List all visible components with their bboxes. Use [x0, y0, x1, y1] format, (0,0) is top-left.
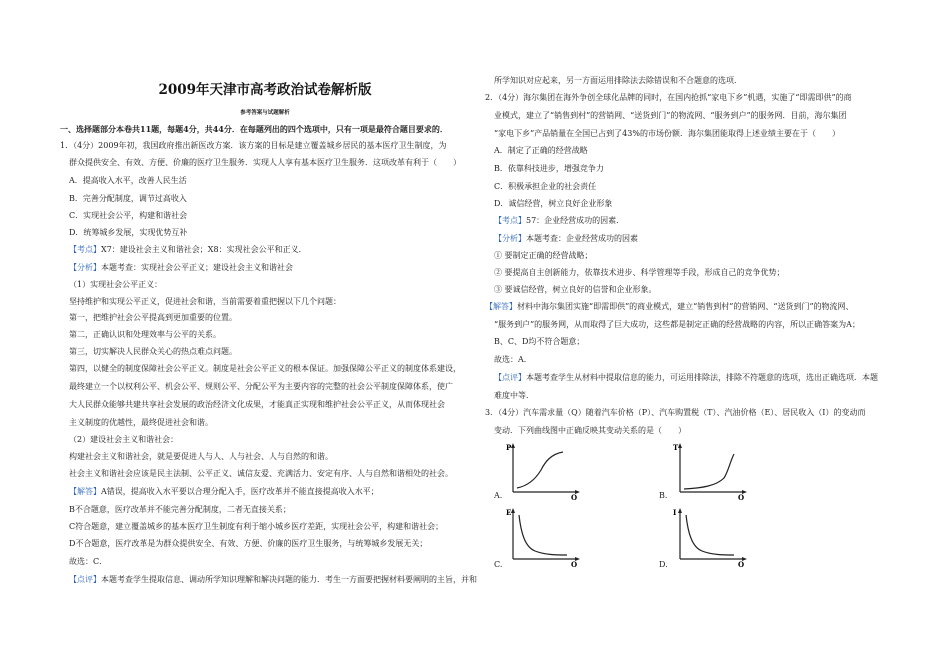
text-line [69, 575, 477, 585]
text-line [69, 400, 445, 410]
line-text: “服务到户”的服务网，从而取得了巨大成功，这些都是制定正确的经营战略的内容，所以正确答案为A； [494, 320, 860, 329]
text-line [69, 522, 443, 532]
line-text: D．统筹城乡发展，实现优势互补 [69, 228, 188, 237]
text-line [485, 408, 865, 418]
line-text: 故选：A． [494, 355, 532, 364]
graph-c-y-label: E [506, 508, 512, 517]
section-tag: 【分析】 [494, 234, 526, 243]
text-line [69, 435, 178, 445]
line-text: 业模式，建立了“销售到村”的营销网、“送货到门”的物流网、“服务到户”的服务网．目前，海尔集团 [494, 111, 847, 120]
section-tag: 【分析】 [69, 263, 101, 272]
text-line [494, 182, 596, 192]
line-text: 1．（4分）2009年初，我国政府推出新医改方案．该方案的目标是建立覆盖城乡居民的基本医疗卫生制度，为 [60, 141, 447, 150]
text-line [494, 129, 840, 139]
section-tag: 【解答】 [69, 487, 101, 496]
line-text: D不合题意，医疗改革是为群众提供安全、有效、方便、价廉的医疗卫生服务，与统筹城乡发展无关； [69, 539, 428, 548]
line-text: 故选：C． [69, 557, 108, 566]
line-text: 群众提供安全、有效、方便、价廉的医疗卫生服务．实现人人享有基本医疗卫生服务．这项改革有利于（ ） [69, 158, 461, 167]
line-text: 坚持维护和实现公平正义，促进社会和谐，当前需要着重把握以下几个问题： [69, 297, 341, 306]
line-text: 第一，把维护社会公平提高到更加重要的位置。 [69, 313, 237, 322]
line-text: C．积极承担企业的社会责任 [494, 182, 597, 191]
section-tag: 【点评】 [494, 373, 526, 382]
text-line [69, 313, 237, 323]
text-line [485, 93, 852, 103]
line-text: B不合题意，医疗改革并不能完善分配制度，二者无直接关系； [69, 505, 291, 514]
line-text: 2．（4分）海尔集团在海外争创全球化品牌的同时，在国内抢抓“家电下乡”机遇，实施了“即需即供”的商 [485, 93, 852, 102]
section-tag: 【点评】 [69, 575, 101, 584]
text-line [69, 469, 453, 479]
graph-a-x-label: Q [571, 493, 578, 500]
text-line [494, 426, 686, 436]
text-line [69, 194, 187, 204]
text-line [494, 337, 584, 347]
section-tag: 【考点】 [69, 245, 101, 254]
text-line [60, 141, 447, 151]
text-line [494, 216, 624, 226]
line-text: 变动．下列曲线图中正确反映其变动关系的是（ ） [494, 426, 686, 435]
text-line [69, 557, 107, 567]
line-text: 本题考查学生从材料中提取信息的能力，可运用排除法，排除不符题意的选项，选出正确选项．本题 [526, 373, 878, 382]
text-line [60, 124, 448, 134]
line-text: 大人民群众能够共建共享社会发展的政治经济文化成果，才能真正实现和维护社会公平正义，从而体现社会 [69, 400, 445, 409]
text-line [494, 146, 588, 156]
line-text: 主义制度的优越性，最终促进社会和谐。 [69, 418, 213, 427]
option-c-label: C. [494, 560, 503, 569]
line-text: 3．（4分）汽车需求量（Q）随着汽车价格（P）、汽车购置税（T）、汽油价格（E）、居民收入（I）的变动而 [485, 408, 866, 417]
text-line [494, 234, 638, 244]
line-text: A．提高收入水平，改善人民生活 [69, 176, 187, 185]
text-line [69, 487, 379, 497]
line-text: A．制定了正确的经营战略 [494, 146, 588, 155]
section-tag: 【解答】 [485, 302, 517, 311]
line-text: C．实现社会公平，构建和谐社会 [69, 211, 188, 220]
line-text: ③ 要诚信经营，树立良好的信誉和企业形象。 [494, 285, 657, 294]
text-line [494, 268, 785, 278]
text-line [69, 539, 427, 549]
text-line [69, 297, 341, 307]
text-line [69, 176, 187, 186]
line-text: ① 要制定正确的经营战略； [494, 251, 593, 260]
line-text: （1）实现社会公平正义： [69, 280, 163, 289]
text-line [485, 302, 854, 312]
graph-a-y-label: P [506, 443, 512, 452]
graph-d-curve [686, 515, 734, 555]
text-line [494, 164, 604, 174]
graph-d-x-label: Q [738, 560, 745, 567]
option-b-label: B. [659, 491, 668, 500]
text-line [494, 373, 878, 383]
text-line [69, 158, 461, 168]
line-text: 第二，正确认识和处理效率与公平的关系。 [69, 330, 221, 339]
text-line [69, 418, 213, 428]
line-text: 社会主义和谐社会应该是民主法制、公平正义、诚信友爱、充满活力、安定有序、人与自然和谐相处的社会。 [69, 469, 453, 478]
graph-c-curve [519, 515, 567, 555]
graph-d-y-label: I [673, 508, 677, 517]
text-line [69, 211, 187, 221]
text-line [69, 452, 333, 462]
line-text: 最终建立一个以权利公平、机会公平、规则公平、分配公平为主要内容的完整的社会公平制度保障体系，使广 [69, 382, 453, 391]
line-text: 一、选择题部分本卷共11题，每题4分，共44分．在每题列出的四个选项中，只有一项是最符合题目要求的． [60, 124, 448, 134]
line-text: 本题考查：企业经营成功的因素 [526, 234, 638, 243]
text-line [69, 505, 291, 515]
line-text: 本题考查：实现社会公平正义；建设社会主义和谐社会 [101, 263, 293, 272]
line-text: X7：建设社会主义和谐社会；X8：实现社会公平和正义． [101, 245, 307, 254]
line-text: “家电下乡”产品销量在全国已占到了43%的市场份额．海尔集团能取得上述业绩主要在于（ ） [494, 129, 840, 138]
line-text: 本题考查学生提取信息、调动所学知识理解和解决问题的能力．考生一方面要把握材料要阐明的主旨，并和 [101, 575, 477, 584]
text-line [69, 330, 221, 340]
text-line [69, 245, 307, 255]
graph-d [672, 505, 752, 567]
graph-b [672, 440, 752, 500]
text-line [494, 285, 657, 295]
text-line [69, 382, 453, 392]
text-line [494, 320, 860, 330]
text-line [494, 199, 612, 209]
document-title: 2009年天津市高考政治试卷解析版 [158, 82, 372, 98]
text-line [494, 355, 532, 365]
line-text: B．完善分配制度，调节过高收入 [69, 194, 187, 203]
graph-c-x-label: Q [571, 560, 578, 567]
line-text: B、C、D均不符合题意； [494, 337, 585, 346]
graph-b-curve [684, 454, 734, 489]
text-line [69, 347, 237, 357]
line-text: ② 要提高自主创新能力，依靠技术进步、科学管理等手段，形成自己的竞争优势； [494, 268, 785, 277]
line-text: 构建社会主义和谐社会，就是要促进人与人、人与社会、人与自然的和谐。 [69, 452, 333, 461]
graph-c [505, 505, 585, 567]
text-line [494, 251, 593, 261]
line-text: 难度中等． [494, 391, 534, 400]
line-text: 第四，以健全的制度保障社会公平正义。制度是社会公平正义的根本保证。加强保障公平正义的制度体系建设， [69, 364, 461, 373]
graph-b-y-label: T [673, 443, 679, 452]
line-text: C符合题意，建立覆盖城乡的基本医疗卫生制度有利于缩小城乡医疗差距，实现社会公平，构建和谐社会； [69, 522, 444, 531]
line-text: （2）建设社会主义和谐社会： [69, 435, 179, 444]
line-text: D．诚信经营，树立良好企业形象 [494, 199, 613, 208]
text-line [494, 111, 847, 121]
line-text: B．依靠科技进步，增强竞争力 [494, 164, 604, 173]
text-line [494, 76, 742, 86]
graph-a-curve [517, 452, 563, 488]
graph-a [505, 440, 585, 500]
text-line [69, 228, 187, 238]
line-text: A错误，提高收入水平要以合理分配入手，医疗改革并不能直接提高收入水平； [101, 487, 379, 496]
line-text: 第三，切实解决人民群众关心的热点难点问题。 [69, 347, 237, 356]
graph-b-x-label: Q [738, 493, 745, 500]
text-line [69, 280, 162, 290]
text-line [69, 364, 461, 374]
option-d-label: D. [659, 560, 668, 569]
text-line [494, 391, 534, 401]
line-text: 所学知识对应起来，另一方面运用排除法去除错误和不合题意的选项． [494, 76, 742, 85]
text-line [69, 263, 293, 273]
line-text: 材料中海尔集团实施“即需即供”的商业模式，建立“销售到村”的营销网、“送货到门”的物流网、 [517, 302, 854, 311]
document-subtitle: 参考答案与试题解析 [240, 110, 290, 116]
option-a-label: A. [494, 491, 503, 500]
section-tag: 【考点】 [494, 216, 526, 225]
line-text: 57：企业经营成功的因素． [526, 216, 625, 225]
